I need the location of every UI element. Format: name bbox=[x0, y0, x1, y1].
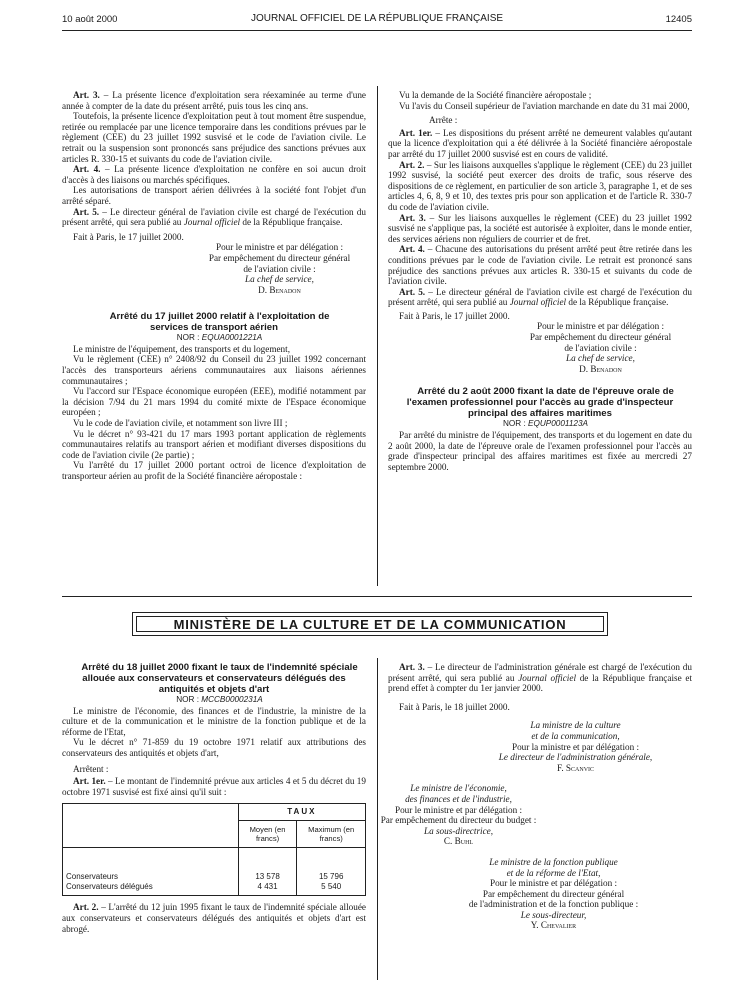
column-moyen bbox=[238, 848, 297, 896]
header-rule bbox=[62, 30, 692, 31]
section-rule bbox=[62, 596, 692, 597]
article-3: Art. 3. – La présente licence d'exploitation sera réexaminée au terme d'une année à compter de la date du présent arrêté, puis tous les cinq ans. bbox=[62, 90, 367, 111]
arrete-18-juillet-title: Arrêté du 18 juillet 2000 fixant le taux de l'indemnité spéciale allouée aux conservateurs et conservateurs délégués des antiquités et objets d'art bbox=[81, 662, 358, 695]
issue-date: 10 août 2000 bbox=[62, 14, 118, 25]
column-maximum bbox=[297, 848, 366, 896]
article-2: Art. 2. – Sur les liaisons auxquelles s'applique le règlement (CEE) du 23 juillet 1992 susvisé, la société peut exercer des droits de trafic, sous réserve des dispositions de ce règlement, en particulier de son article 3, paragraphe 1, et de ses articles 4, 6, 8, 9 et 10, des textes pris pour son application et de l'article R. 330-7 du code de l'aviation civile. bbox=[388, 159, 692, 212]
table-corner bbox=[63, 804, 239, 848]
visa-arrete: Vu l'arrêté du 17 juillet 2000 portant octroi de licence d'exploitation de transporteur aérien au profit de la Société financière aéropostale : bbox=[62, 460, 366, 481]
article-3: Art. 3. – Le directeur de l'administration générale est chargé de l'exécution du présent arrêté, qui sera publié au Journal officiel de la République française et prend effet à compter du 1er janvier 2000. bbox=[388, 662, 693, 694]
arrete-2-aout-body: Par arrêté du ministre de l'équipement, des transports et du logement en date du 2 août 2000, la date de l'épreuve orale de l'examen professionnel pour l'accès au grade d'inspecteur principal des affaires maritimes est fixée au mercredi 27 septembre 2000. bbox=[388, 430, 692, 472]
fait-a-paris: Fait à Paris, le 17 juillet 2000. bbox=[73, 231, 184, 242]
article-1: Art. 1er. – Les dispositions du présent arrêté ne demeurent valables qu'autant que la licence d'exploitation qui a été délivrée à la Société financière aéropostale par arrêté du 17 juillet 2000 susvisé est en cours de validité. bbox=[388, 127, 692, 159]
visa-code: Vu le code de l'aviation civile, et notamment son livre III ; bbox=[73, 418, 288, 429]
column-divider-top bbox=[377, 86, 378, 586]
table-body bbox=[63, 848, 366, 896]
signature-economie: Le ministre de l'économie, des finances et de l'industrie, Pour le ministre et par délégation : Par empêchement du directeur du budget : La sous-directrice, C. Buhl bbox=[380, 783, 537, 847]
signature-block: Pour le ministre et par délégation : Par empêchement du directeur général de l'aviation civile : La chef de service, D. Benadon bbox=[208, 242, 351, 295]
row-label: Conservateurs délégués bbox=[66, 882, 153, 892]
article-4: Art. 4. – Chacune des autorisations du présent arrêté peut être retirée dans les conditions prévues par le code de l'aviation civile. Le retrait est prononcé sans préjudice des sanctions prévues aux articles R. 330-15 et suivants du code de l'aviation civile. bbox=[388, 244, 692, 287]
signature-fonction-publique: Le ministre de la fonction publique et de la réforme de l'Etat, Pour le ministre et par délégation : Par empêchement du directeur général de l'administration et de la fonction publique : Le sous-directeur, Y. Chevalier bbox=[468, 856, 639, 931]
arrete-17-juillet-title: Arrêté du 17 juillet 2000 relatif à l'exploitation de services de transport aérien bbox=[109, 311, 330, 334]
article-4: Art. 4. – La présente licence d'exploitation ne confère en soi aucun droit d'accès à des liaisons ou marchés spécifiques. bbox=[62, 164, 366, 185]
visa-ministres: Le ministre de l'économie, des finances et de l'industrie, la ministre de la culture et de la communication et le ministre de la fonction publique et de la réforme de l'Etat, bbox=[62, 705, 366, 737]
column-header-maximum: Maximum (en francs) bbox=[297, 821, 366, 848]
paragraph-toutefois: Toutefois, la présente licence d'exploitation peut à tout moment être suspendue, retirée ou remplacée par une licence temporaire dans les conditions prévues par le règlement (CEE) du 23 juillet 1992 susvisé et le code de l'aviation civile. Le retrait ou la suspension sont prononcés sans préjudice des sanctions prévues aux articles R. 330-15 et suivants du code de l'aviation civile. bbox=[62, 111, 366, 164]
visa-decret: Vu le décret n° 71-859 du 19 octobre 1971 relatif aux attributions des conservateurs des antiquités et objets d'art, bbox=[62, 737, 366, 758]
left-column-top bbox=[62, 90, 366, 482]
nor-reference: NOR : EQUP0001123A bbox=[503, 419, 588, 429]
visa-ministre: Le ministre de l'équipement, des transports et du logement, bbox=[73, 343, 290, 354]
arrete-label: Arrête : bbox=[429, 115, 458, 126]
ministry-banner bbox=[132, 612, 608, 636]
signature-block: Pour le ministre et par délégation : Par empêchement du directeur général de l'aviation civile : La chef de service, D. Benadon bbox=[529, 321, 672, 374]
fait-a-paris: Fait à Paris, le 17 juillet 2000. bbox=[399, 310, 510, 321]
taux-table bbox=[62, 803, 366, 896]
nor-reference: NOR : MCCB0000231A bbox=[176, 695, 263, 704]
article-2: Art. 2. – L'arrêté du 12 juin 1995 fixant le taux de l'indemnité spéciale allouée aux conservateurs et conservateurs délégués des antiquités et objets d'art est abrogé. bbox=[62, 902, 366, 934]
left-column-bottom bbox=[62, 662, 366, 934]
fait-a-paris: Fait à Paris, le 18 juillet 2000. bbox=[399, 701, 510, 712]
visa-decret: Vu le décret n° 93-421 du 17 mars 1993 portant application de règlements communautaires relatifs au transport aérien et modifiant diverses dispositions du code de l'aviation civile (2e partie) ; bbox=[62, 428, 366, 460]
cell-value: 15 796 bbox=[318, 872, 344, 882]
row-labels bbox=[63, 848, 239, 896]
page-header bbox=[62, 12, 692, 28]
article-5: Art. 5. – Le directeur général de l'aviation civile est chargé de l'exécution du présent arrêté, qui sera publié au Journal officiel de la République française. bbox=[62, 206, 366, 228]
visa-avis: Vu l'avis du Conseil supérieur de l'aviation marchande en date du 31 mai 2000, bbox=[399, 100, 690, 111]
article-3: Art. 3. – Sur les liaisons auxquelles le règlement (CEE) du 23 juillet 1992 susvisé ne s'applique pas, la société est autorisée à exploiter, dans le monde entier, des services aériens non réguliers de courrier et de fret. bbox=[388, 212, 692, 244]
paragraph-autorisations: Les autorisations de transport aérien délivrées à la société font l'objet d'un arrêté séparé. bbox=[62, 185, 366, 206]
right-column-top bbox=[388, 90, 692, 472]
row-label: Conservateurs bbox=[66, 872, 119, 882]
arretent-label: Arrêtent : bbox=[73, 763, 109, 774]
cell-value: 5 540 bbox=[321, 882, 342, 892]
cell-value: 13 578 bbox=[255, 872, 280, 882]
nor-reference: NOR : EQUA0001221A bbox=[176, 333, 263, 343]
signature-culture: La ministre de la culture et de la communication, Pour la ministre et par délégation : Le directeur de l'administration générale, F. Scanvic bbox=[498, 720, 653, 773]
ministry-title: MINISTÈRE DE LA CULTURE ET DE LA COMMUNICATION bbox=[136, 616, 604, 632]
article-1: Art. 1er. – Le montant de l'indemnité prévue aux articles 4 et 5 du décret du 19 octobre 1971 susvisé est fixé ainsi qu'il suit : bbox=[62, 776, 366, 797]
visa-reglement: Vu le règlement (CEE) n° 2408/92 du Conseil du 23 juillet 1992 concernant l'accès des transporteurs aériens communautaires aux liaisons aériennes communautaires ; bbox=[62, 354, 366, 386]
arrete-2-aout-title: Arrêté du 2 août 2000 fixant la date de l'épreuve orale de l'examen professionnel pour l'accès au grade d'inspecteur principal des affaires maritimes bbox=[406, 386, 674, 420]
column-header-moyen: Moyen (en francs) bbox=[238, 821, 297, 848]
article-5: Art. 5. – Le directeur général de l'aviation civile est chargé de l'exécution du présent arrêté, qui sera publié au Journal officiel de la République française. bbox=[388, 286, 692, 308]
page-number: 12405 bbox=[665, 14, 692, 25]
visa-demande: Vu la demande de la Société financière aéropostale ; bbox=[399, 90, 592, 100]
visa-accord-eee: Vu l'accord sur l'Espace économique européen (EEE), modifié notamment par la décision 7/94 du 21 mars 1994 du comité mixte de l'Espace économique européen ; bbox=[62, 386, 366, 418]
cell-value: 4 431 bbox=[257, 882, 278, 892]
table-header: TAUX bbox=[238, 804, 365, 821]
journal-title: JOURNAL OFFICIEL DE LA RÉPUBLIQUE FRANÇAISE bbox=[250, 13, 504, 24]
right-column-bottom bbox=[380, 662, 693, 931]
